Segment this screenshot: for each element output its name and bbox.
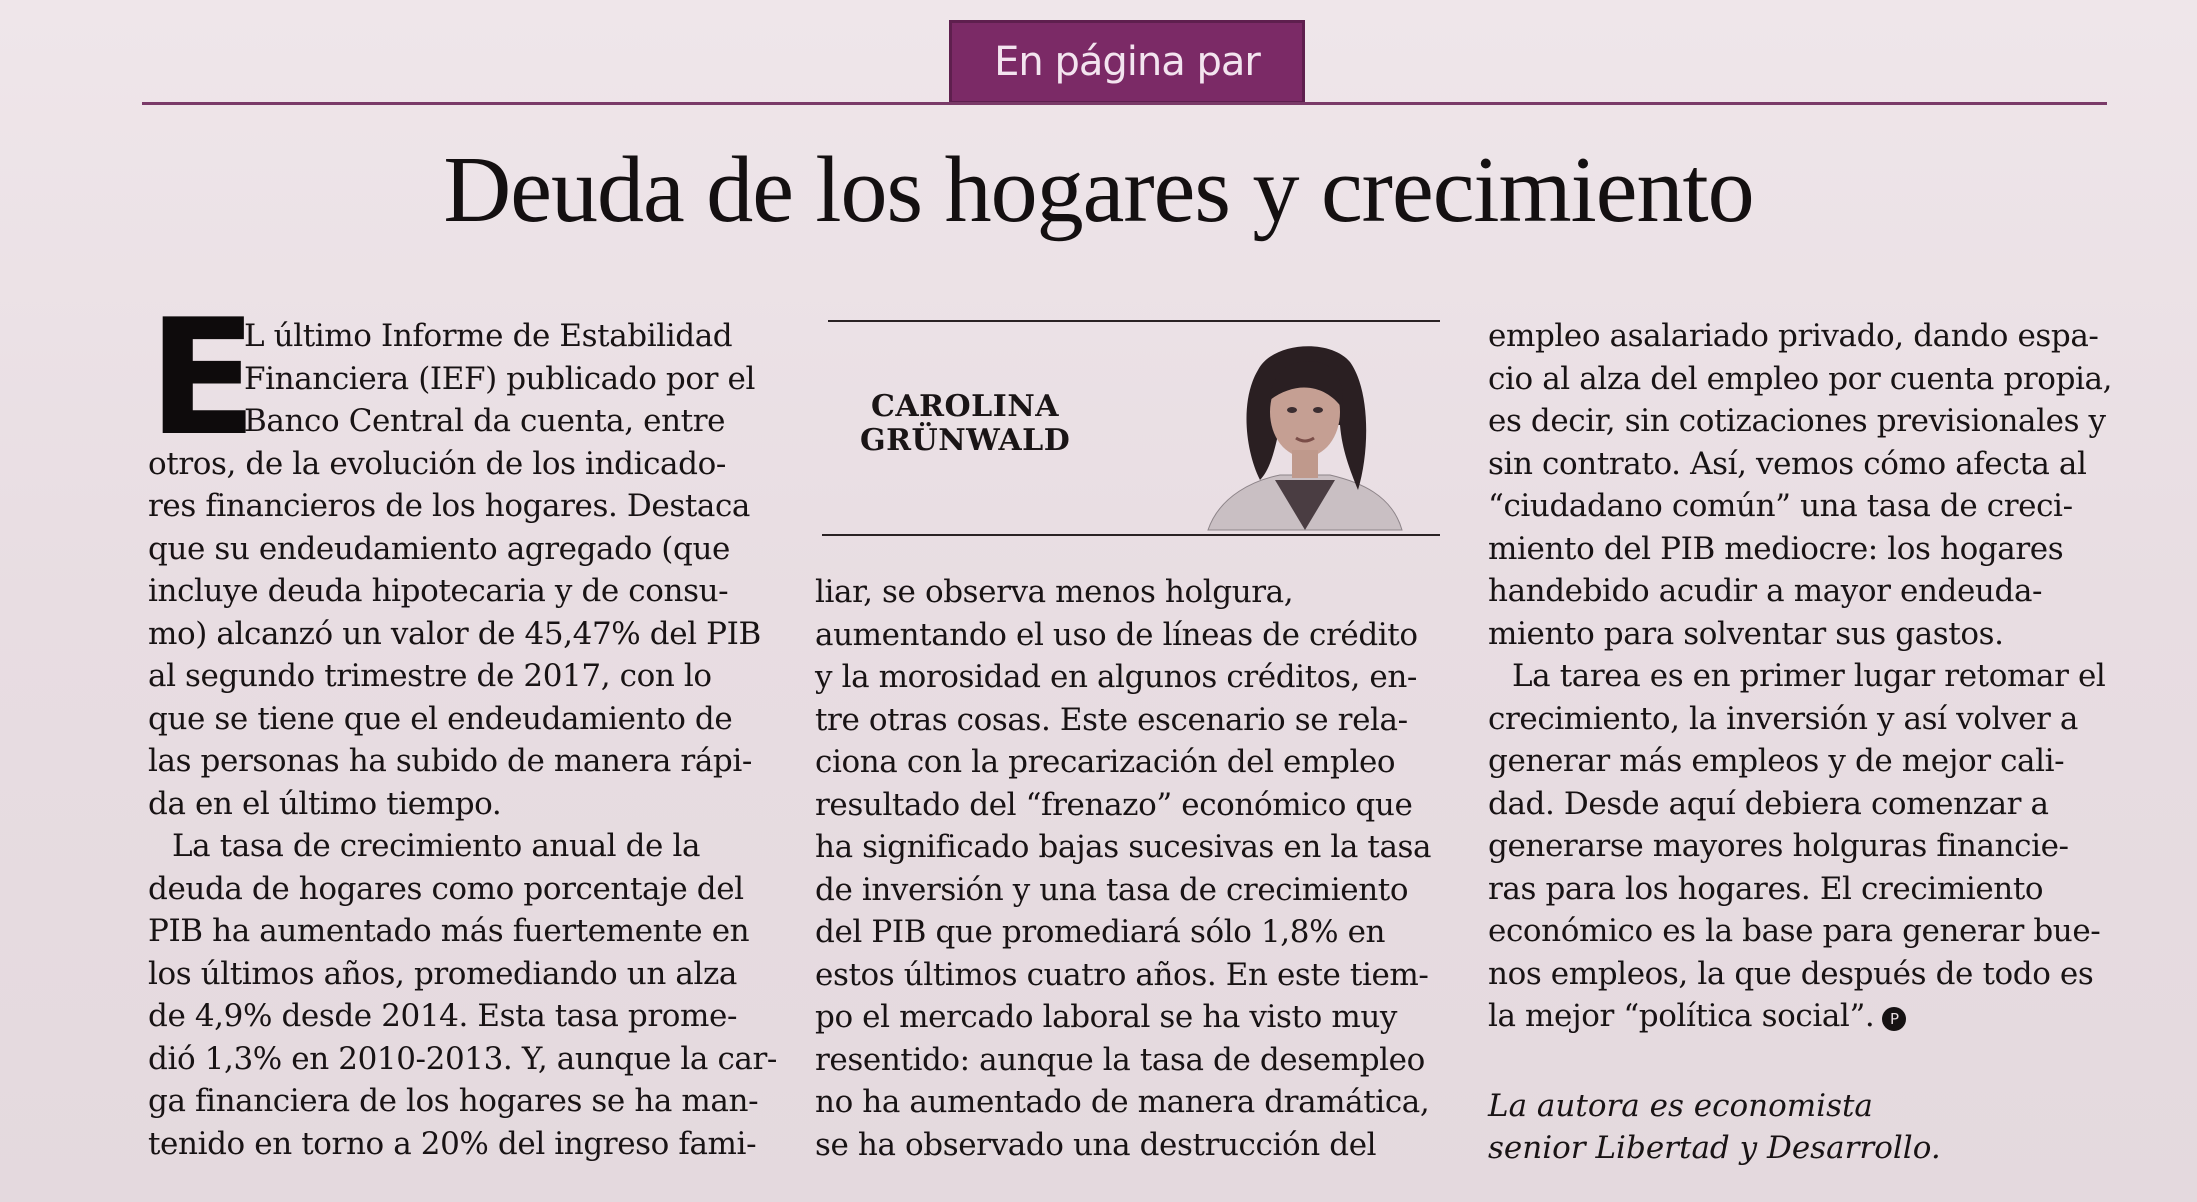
text-line: nos empleos, la que después de todo es — [1488, 955, 2094, 992]
section-tag: En página par — [949, 20, 1305, 104]
text-line: crecimiento, la inversión y así volver a — [1488, 700, 2078, 737]
text-line: dió 1,3% en 2010-2013. Y, aunque la car- — [148, 1040, 778, 1077]
text-line: ga financiera de los hogares se ha man- — [148, 1083, 759, 1119]
article-column-3 — [1488, 315, 2120, 1038]
article-column-1 — [148, 284, 780, 1165]
text-line: al segundo trimestre de 2017, con lo — [148, 658, 712, 694]
text-line: de 4,9% desde 2014. Esta tasa prome- — [148, 998, 738, 1034]
text-line: que su endeudamiento agregado (que — [148, 530, 730, 567]
text-line: “ciudadano común” una tasa de creci- — [1488, 488, 2073, 524]
text-line: La tasa de crecimiento anual de la — [172, 828, 701, 864]
text-line: cio al alza del empleo por cuenta propia, — [1488, 360, 2113, 397]
text-line: miento del PIB mediocre: los hogares — [1488, 530, 2064, 567]
text-line: da en el último tiempo. — [148, 785, 502, 822]
text-line-content: la mejor “política social”. — [1488, 998, 1875, 1034]
text-line: PIB ha aumentado más fuertemente en — [148, 913, 750, 949]
text-line: miento para solventar sus gastos. — [1488, 615, 2004, 652]
end-of-article-icon: P — [1882, 1007, 1906, 1031]
author-note — [1488, 1085, 2128, 1169]
text-line: resultado del “frenazo” económico que — [815, 786, 1413, 823]
text-line: L último Informe de Estabilidad — [244, 318, 733, 354]
author-note-line: senior Libertad y Desarrollo. — [1488, 1130, 1941, 1166]
text-line: económico es la base para generar bue- — [1488, 913, 2101, 949]
text-line: tenido en torno a 20% del ingreso fami- — [148, 1125, 757, 1162]
byline-rule-bottom — [822, 534, 1440, 536]
text-line: las personas ha subido de manera rápi- — [148, 743, 752, 779]
text-line: y la morosidad en algunos créditos, en- — [815, 659, 1417, 695]
text-line: La tarea es en primer lugar retomar el — [1512, 658, 2106, 694]
text-line: se ha observado una destrucción del — [815, 1126, 1377, 1163]
byline-rule-top — [828, 320, 1440, 322]
text-line: Banco Central da cuenta, entre — [244, 403, 726, 439]
text-line: no ha aumentado de manera dramática, — [815, 1084, 1430, 1120]
author-note-line: La autora es economista — [1488, 1088, 1873, 1124]
text-line: aumentando el uso de líneas de crédito — [815, 616, 1418, 653]
text-line: que se tiene que el endeudamiento de — [148, 700, 733, 737]
text-line: mo) alcanzó un valor de 45,47% del PIB — [148, 615, 761, 652]
text-line: resentido: aunque la tasa de desempleo — [815, 1041, 1425, 1078]
text-line: generar más empleos y de mejor cali- — [1488, 743, 2065, 779]
article-column-2 — [815, 571, 1455, 1166]
text-line: del PIB que promediará sólo 1,8% en — [815, 914, 1386, 950]
text-line: los últimos años, promediando un alza — [148, 955, 737, 992]
text-line: incluye deuda hipotecaria y de consu- — [148, 573, 729, 609]
text-line: po el mercado laboral se ha visto muy — [815, 999, 1398, 1035]
author-portrait — [1200, 330, 1410, 530]
text-line: ha significado bajas sucesivas en la tasa — [815, 829, 1432, 865]
author-name-line: GRÜNWALD — [860, 423, 1071, 458]
author-name-line: CAROLINA — [870, 389, 1060, 424]
text-line: dad. Desde aquí debiera comenzar a — [1488, 785, 2049, 822]
text-line: empleo asalariado privado, dando espa- — [1488, 318, 2099, 354]
author-name — [860, 390, 1070, 458]
text-line: Financiera (IEF) publicado por el — [244, 360, 755, 397]
text-line: de inversión y una tasa de crecimiento — [815, 871, 1409, 908]
text-line: ciona con la precarización del empleo — [815, 744, 1396, 780]
text-line: otros, de la evolución de los indicado- — [148, 445, 726, 482]
text-line: ras para los hogares. El crecimiento — [1488, 870, 2044, 907]
drop-cap: E — [148, 284, 258, 471]
text-line: deuda de hogares como porcentaje del — [148, 870, 744, 907]
text-line: sin contrato. Así, vemos cómo afecta al — [1488, 445, 2087, 482]
text-line: res financieros de los hogares. Destaca — [148, 488, 751, 524]
headline: Deuda de los hogares y crecimiento — [443, 138, 1754, 242]
section-rule — [142, 102, 2107, 105]
text-line: es decir, sin cotizaciones previsionales y — [1488, 403, 2106, 439]
text-line: liar, se observa menos holgura, — [815, 574, 1294, 610]
text-line: tre otras cosas. Este escenario se rela- — [815, 701, 1408, 738]
text-line: generarse mayores holguras financie- — [1488, 828, 2069, 864]
text-line: estos últimos cuatro años. En este tiem- — [815, 956, 1429, 993]
text-line: handebido acudir a mayor endeuda- — [1488, 573, 2043, 609]
text-line — [1488, 995, 2120, 1038]
